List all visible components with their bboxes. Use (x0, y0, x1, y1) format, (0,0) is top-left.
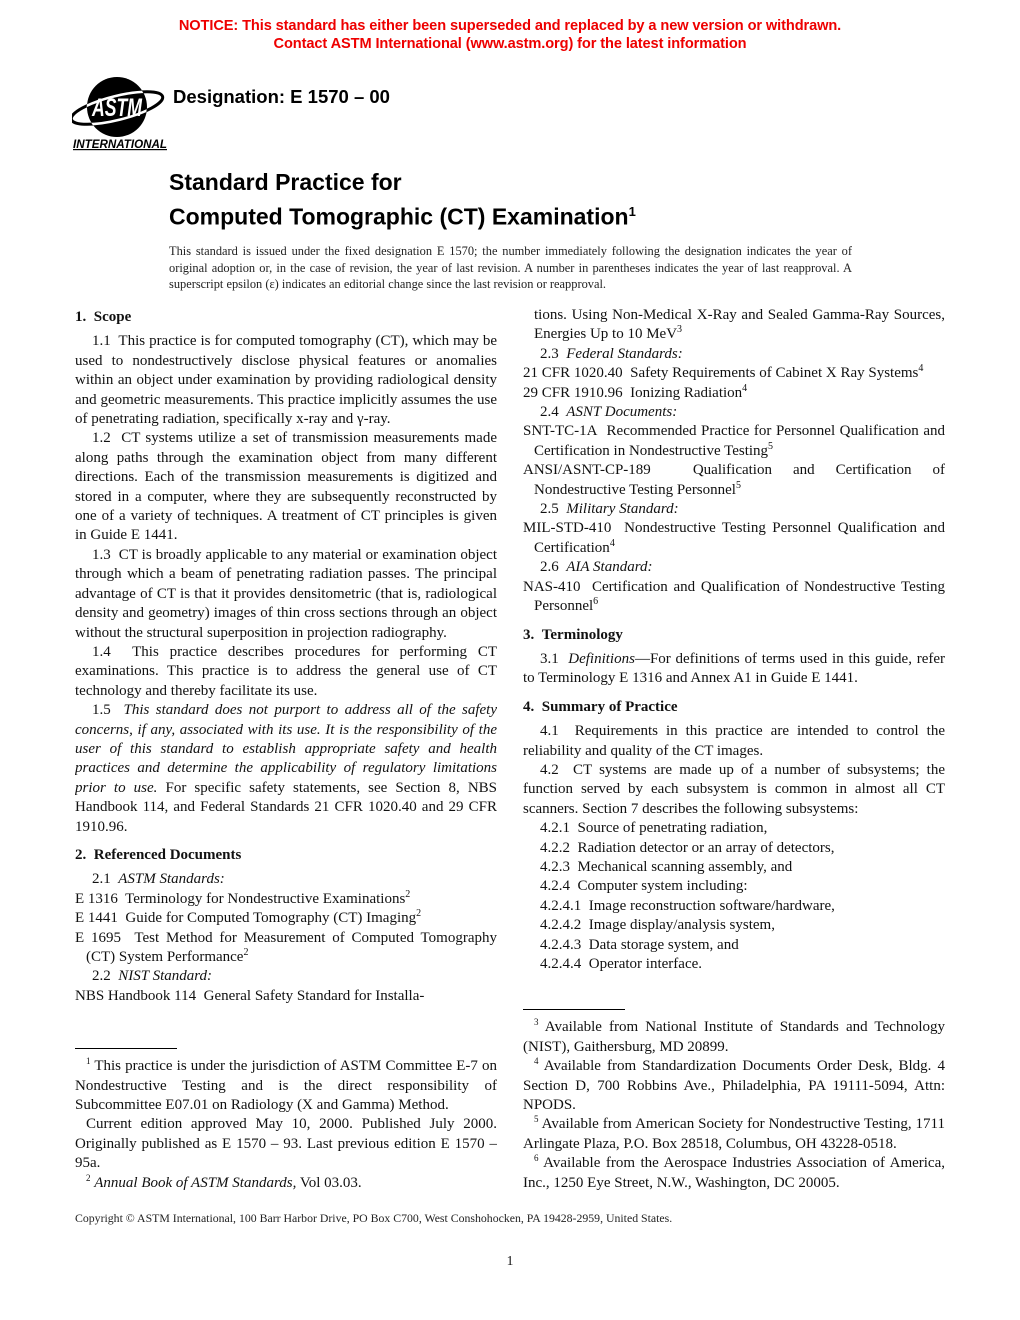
para-4-2-4: 4.2.4 Computer system including: (540, 878, 748, 895)
para-4-2-2: 4.2.2 Radiation detector or an array of detectors, (540, 839, 835, 856)
para-4-2-4-1: 4.2.4.1 Image reconstruction software/hardware, (540, 897, 835, 914)
withdrawal-notice (0, 18, 1020, 53)
para-4-1: 4.1 Requirements in this practice are intended to control the reliability and quality of the CT images. (523, 723, 945, 759)
left-footnotes (75, 1048, 497, 1193)
para-2-4: 2.4 ASNT Documents: (540, 404, 678, 421)
footnote-edition: Current edition approved May 10, 2000. Published July 2000. Originally published as E 1570 – 93. Last previous edition E 1570 – 95a. (75, 1116, 497, 1172)
copyright-line: Copyright © ASTM International, 100 Barr Harbor Drive, PO Box C700, West Conshohocken, PA 19428-2959, United States. (75, 1211, 673, 1225)
para-1-2: 1.2 CT systems utilize a set of transmission measurements made along paths through the examination object from many different directions. Each of the transmission measurements is digitized and stored in a computer, where they are subsequently reconstructed by one of a variety of techniques. A treatment of CT principles is given in Guide E 1441. (75, 430, 497, 544)
section-2-heading: 2. Referenced Documents (75, 846, 242, 863)
para-1-1: 1.1 This practice is for computed tomography (CT), which may be used to nondestructively disclose physical features or anomalies within an object under examination by providing radiological density and geometric measurements. This practice implicitly assumes the use of penetrating radiation, specifically x-ray and γ-ray. (75, 333, 497, 428)
para-4-2-4-2: 4.2.4.2 Image display/analysis system, (540, 917, 775, 934)
ref-nas-410: NAS-410 Certification and Qualification of Nondestructive Testing Personnel$^6$ (523, 578, 945, 615)
document-title (169, 168, 869, 232)
section-3-heading: 3. Terminology (523, 626, 623, 643)
astm-logo (72, 74, 174, 159)
designation: Designation: E 1570 – 00 (173, 86, 390, 107)
footnote-4: $^4$ Available from Standardization Documents Order Desk, Bldg. 4 Section D, 700 Robbins Ave., Philadelphia, PA 19111-5094, Attn: NPODS. (523, 1056, 945, 1113)
issuance-note: This standard is issued under the fixed designation E 1570; the number immediately following the designation indicates the year of original adoption or, in the case of revision, the year of last revision. A number in parentheses indicates the year of last reapproval. A superscript epsilon (ε) indicates an editorial change since the last revision or reapproval. (169, 244, 852, 292)
title-footnote-marker: 1 (628, 204, 636, 219)
notice-line2: Contact ASTM International (www.astm.org) for the latest information (273, 35, 747, 52)
footnote-5: $^5$ Available from American Society for Nondestructive Testing, 1711 Arlingate Plaza, P.O. Box 28518, Columbus, OH 43228-0518. (523, 1114, 945, 1152)
para-2-5: 2.5 Military Standard: (540, 501, 679, 518)
para-2-3: 2.3 Federal Standards: (540, 345, 683, 362)
svg-text:INTERNATIONAL: INTERNATIONAL (73, 137, 167, 151)
ref-e1695: E 1695 Test Method for Measurement of Computed Tomography (CT) System Performance$^2$ (75, 929, 497, 965)
right-column (523, 306, 945, 1193)
footnote-3: $^3$ Available from National Institute of Standards and Technology (NIST), Gaithersburg, MD 20899. (523, 1017, 945, 1055)
ref-21cfr: 21 CFR 1020.40 Safety Requirements of Cabinet X Ray Systems$^4$ (523, 363, 924, 382)
para-4-2-4-3: 4.2.4.3 Data storage system, and (540, 936, 739, 953)
ref-ansi-cp-189: ANSI/ASNT-CP-189 Qualification and Certification of Nondestructive Testing Personnel$^5$ (523, 462, 945, 498)
section-1-heading: 1. Scope (75, 309, 132, 325)
left-column-text (75, 306, 497, 1006)
footnote-6: $^6$ Available from the Aerospace Industries Association of America, Inc., 1250 Eye Street, N.W., Washington, DC 20005. (523, 1153, 945, 1191)
astm-globe-icon (72, 74, 174, 154)
right-column-text (523, 306, 945, 974)
footnote-1: $^1$ This practice is under the jurisdiction of ASTM Committee E-7 on Nondestructive Testing and is the direct responsibility of Subcommittee E07.01 on Radiology (X and Gamma) Method. (75, 1056, 497, 1113)
right-footnotes (523, 1009, 945, 1193)
section-4-heading: 4. Summary of Practice (523, 698, 678, 715)
para-4-2-4-4: 4.2.4.4 Operator interface. (540, 956, 703, 972)
footnote-2: $^2$ Annual Book of ASTM Standards, Vol 03.03. (86, 1172, 362, 1191)
svg-text:ASTM: ASTM (91, 94, 143, 122)
left-column (75, 306, 497, 1193)
notice-line1: NOTICE: This standard has either been superseded and replaced by a new version or withdrawn. (178, 18, 842, 34)
para-4-2-1: 4.2.1 Source of penetrating radiation, (540, 820, 768, 837)
para-1-3: 1.3 CT is broadly applicable to any material or examination object through which a beam of penetrating radiation passes. The principal advantage of CT is that it provides densitometric (that is, radiological density and geometry) images of thin cross sections through an object without the structural superposition in projection radiography. (75, 546, 497, 641)
para-4-2-3: 4.2.3 Mechanical scanning assembly, and (540, 858, 793, 875)
ref-e1316: E 1316 Terminology for Nondestructive Examinations$^2$ (75, 888, 411, 907)
ref-29cfr: 29 CFR 1910.96 Ionizing Radiation$^4$ (523, 382, 748, 401)
page-number: 1 (506, 1253, 514, 1268)
ref-mil-std-410: MIL-STD-410 Nondestructive Testing Personnel Qualification and Certification$^4$ (523, 520, 945, 556)
footnote-separator (523, 1009, 625, 1010)
para-2-6: 2.6 AIA Standard: (540, 559, 653, 576)
ref-snt-tc-1a: SNT-TC-1A Recommended Practice for Personnel Qualification and Certification in Nondestructive Testing$^5$ (523, 423, 945, 459)
title-line2: Computed Tomographic (CT) Examination$^1$ (169, 203, 636, 230)
para-2-1: 2.1 ASTM Standards: (92, 871, 225, 888)
footnote-separator (75, 1048, 177, 1049)
title-line1: Standard Practice for (169, 169, 402, 195)
ref-nbs-114: NBS Handbook 114 General Safety Standard for Installa- (75, 987, 425, 1004)
ref-e1441: E 1441 Guide for Computed Tomography (CT) Imaging$^2$ (75, 908, 422, 927)
para-3-1: 3.1 Definitions—For definitions of terms used in this guide, refer to Terminology E 1316 and Annex A1 in Guide E 1441. (523, 650, 945, 687)
ref-nbs-114-continuation: tions. Using Non-Medical X-Ray and Sealed Gamma-Ray Sources, Energies Up to 10 MeV$^3$ (534, 307, 945, 343)
para-2-2: 2.2 NIST Standard: (92, 968, 213, 985)
two-column-body (75, 306, 945, 1193)
para-4-2: 4.2 CT systems are made up of a number of subsystems; the function served by each subsystem is common in almost all CT scanners. Section 7 describes the following subsystems: (523, 761, 945, 817)
para-1-4: 1.4 This practice describes procedures for performing CT examinations. This practice is to address the general use of CT technology and thereby facilitate its use. (75, 643, 497, 699)
para-1-5: 1.5 This standard does not purport to address all of the safety concerns, if any, associated with its use. It is the responsibility of the user of this standard to establish appropriate safety and health practices and determine the applicability of regulatory limitations prior to use. For specific safety statements, see Section 8, NBS Handbook 114, and Federal Standards 21 CFR 1020.40 and 29 CFR 1910.96. (75, 702, 497, 835)
